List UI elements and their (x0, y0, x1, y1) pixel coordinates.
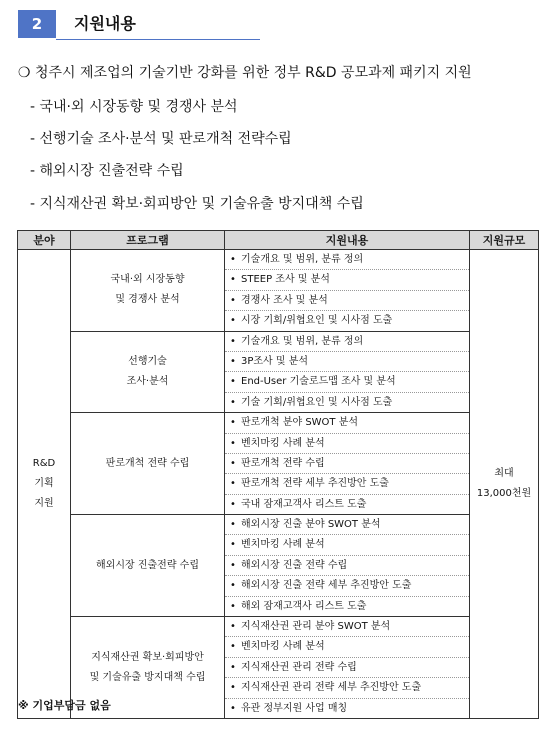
scale-line: 최대 (494, 467, 514, 479)
table-row (18, 250, 539, 332)
bullet-item: - 지식재산권 확보·회피방안 및 기술유출 방지대책 수립 (30, 196, 364, 212)
program-name-line: 판로개척 전략 수립 (105, 457, 190, 469)
list-item: • STEEP 조사 및 분석 (225, 270, 469, 290)
program-cell (71, 250, 225, 332)
table-header-row (18, 231, 539, 250)
program-name-line: 국내·외 시장동향 (110, 274, 185, 286)
category-cell (18, 250, 71, 719)
program-name-line: 해외시장 진출전략 수립 (96, 559, 199, 571)
header-content: 지원내용 (225, 231, 470, 250)
scale-cell (470, 250, 539, 719)
support-table (17, 230, 539, 719)
content-cell (225, 331, 470, 413)
category-line: 기획 (34, 477, 54, 489)
list-item: • 유관 정부지원 사업 매칭 (225, 699, 469, 718)
list-item: • 해외시장 진출 전략 세부 추진방안 도출 (225, 576, 469, 596)
table-row (18, 331, 539, 413)
program-name-line: 및 경쟁사 분석 (115, 294, 180, 306)
scale-line: 13,000천원 (476, 487, 532, 499)
list-item: • 벤치마킹 사례 분석 (225, 434, 469, 454)
program-name-line: 선행기술 (128, 355, 167, 367)
list-item: • 3P조사 및 분석 (225, 352, 469, 372)
program-cell (71, 413, 225, 515)
category-line: R&D (32, 457, 56, 469)
list-item: • 기술개요 및 범위, 분류 정의 (225, 250, 469, 270)
list-item: • 판로개척 전략 세부 추진방안 도출 (225, 474, 469, 494)
program-name-line: 지식재산권 확보·회피방안 (91, 651, 204, 663)
table-row (18, 413, 539, 515)
header-field: 분야 (18, 231, 71, 250)
bullet-item: - 선행기술 조사·분석 및 판로개척 전략수립 (30, 131, 292, 147)
list-item: • 벤치마킹 사례 분석 (225, 637, 469, 657)
content-cell (225, 413, 470, 515)
list-item: • 해외 잠재고객사 리스트 도출 (225, 597, 469, 616)
list-item: • 지식재산권 관리 분야 SWOT 분석 (225, 617, 469, 637)
table-row (18, 515, 539, 617)
list-item: • 지식재산권 관리 전략 수립 (225, 658, 469, 678)
list-item: • 기술 기회/위협요인 및 시사점 도출 (225, 393, 469, 412)
list-item: • 시장 기회/위협요인 및 시사점 도출 (225, 311, 469, 330)
content-cell (225, 515, 470, 617)
program-name-line: 조사·분석 (126, 375, 169, 387)
section-number: 2 (18, 10, 56, 38)
list-item: • 국내 잠재고객사 리스트 도출 (225, 495, 469, 514)
section-underline (56, 39, 260, 40)
list-item: • 기술개요 및 범위, 분류 정의 (225, 332, 469, 352)
program-cell (71, 515, 225, 617)
program-name-line: 및 기술유출 방지대책 수립 (89, 671, 206, 683)
list-item: • 판로개척 전략 수립 (225, 454, 469, 474)
bullet-item: - 해외시장 진출전략 수립 (30, 163, 184, 179)
content-cell (225, 250, 470, 332)
list-item: • 해외시장 진출 전략 수립 (225, 556, 469, 576)
list-item: • 벤치마킹 사례 분석 (225, 535, 469, 555)
lead-paragraph: ❍ 청주시 제조업의 기술기반 강화를 위한 정부 R&D 공모과제 패키지 지원 (18, 65, 472, 81)
list-item: • 판로개척 분야 SWOT 분석 (225, 413, 469, 433)
header-scale: 지원규모 (470, 231, 539, 250)
content-cell (225, 617, 470, 719)
section-header (18, 10, 260, 40)
header-program: 프로그램 (71, 231, 225, 250)
list-item: • 경쟁사 조사 및 분석 (225, 291, 469, 311)
bullet-item: - 국내·외 시장동향 및 경쟁사 분석 (30, 99, 238, 115)
list-item: • 지식재산권 관리 전략 세부 추진방안 도출 (225, 678, 469, 698)
section-title: 지원내용 (74, 14, 136, 33)
list-item: • End-User 기술로드맵 조사 및 분석 (225, 372, 469, 392)
footnote: ※ 기업부담금 없음 (18, 699, 111, 712)
list-item: • 해외시장 진출 분야 SWOT 분석 (225, 515, 469, 535)
category-line: 지원 (34, 497, 54, 509)
program-cell (71, 331, 225, 413)
